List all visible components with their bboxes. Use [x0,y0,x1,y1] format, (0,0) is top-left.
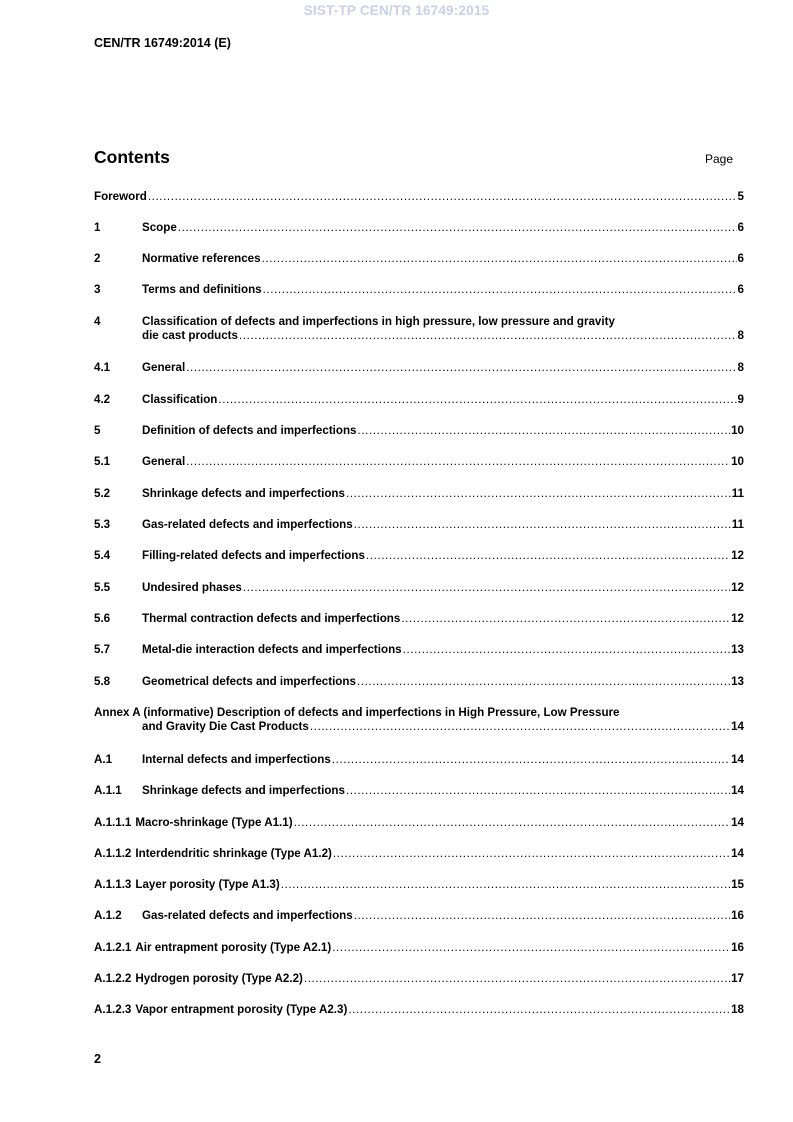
toc-entry-number: 4.2 [94,393,111,406]
toc-entry-title: Macro-shrinkage (Type A1.1) [135,816,293,829]
toc-dot-leader [186,455,730,469]
toc-dot-leader [243,581,730,595]
toc-entry-page: 15 [731,878,744,891]
toc-entry[interactable] [94,1003,744,1017]
toc-entry-page: 12 [731,581,744,594]
toc-entry[interactable] [94,612,744,626]
toc-entry[interactable] [94,252,744,266]
toc-entry-page: 14 [731,784,744,797]
toc-entry-title: Undesired phases [142,581,242,594]
toc-entry-page: 6 [737,283,744,296]
toc-entry[interactable] [94,190,744,204]
toc-entry[interactable] [94,816,744,830]
toc-entry-number: A.1 [94,753,113,766]
toc-dot-leader [178,221,737,235]
toc-entry-number: 5.4 [94,549,111,562]
toc-entry-title: Normative references [142,252,261,265]
toc-entry-title: Terms and definitions [142,283,262,296]
toc-entry-page: 17 [731,972,744,985]
toc-entry[interactable] [94,424,744,438]
toc-entry-page: 18 [731,1003,744,1016]
toc-entry-page: 11 [731,518,744,531]
toc-entry-number: 5.3 [94,518,111,531]
toc-entry-title: General [142,455,186,468]
toc-entry-number: 2 [94,252,101,265]
toc-entry-number: 3 [94,283,101,296]
toc-dot-leader [348,1003,730,1017]
toc-entry-number: A.1.1 [94,784,122,797]
toc-entry-number: 5 [94,424,101,437]
toc-entry-number: 5.1 [94,455,111,468]
toc-entry-number: A.1.1.1 [94,816,132,829]
toc-entry-title: Vapor entrapment porosity (Type A2.3) [135,1003,348,1016]
toc-dot-leader [148,190,737,204]
toc-entry-title: Internal defects and imperfections [142,753,331,766]
toc-entry-title-line1: Classification of defects and imperfections in high pressure, low pressure and gravity [142,315,615,328]
contents-heading: Contents [94,147,170,167]
toc-dot-leader [304,972,730,986]
toc-entry-title: Gas-related defects and imperfections [142,518,353,531]
toc-entry-number: 5.7 [94,643,111,656]
toc-entry-title: Classification [142,393,218,406]
toc-dot-leader [186,361,736,375]
toc-entry-number: 5.5 [94,581,111,594]
toc-entry[interactable] [94,518,744,532]
toc-dot-leader [401,612,730,626]
toc-entry-page: 9 [737,393,744,406]
toc-entry[interactable] [94,455,744,469]
toc-entry-title: Interdendritic shrinkage (Type A1.2) [135,847,332,860]
toc-entry-page: 5 [737,190,744,203]
toc-entry[interactable] [94,675,744,689]
toc-entry-title: Metal-die interaction defects and imperfections [142,643,402,656]
toc-entry-page: 10 [731,455,744,468]
toc-entry-page: 14 [731,720,744,733]
toc-entry-title: die cast products [142,329,238,342]
toc-entry[interactable] [94,581,744,595]
toc-entry-title: and Gravity Die Cast Products [142,720,309,733]
toc-entry-number: A.1.2 [94,909,122,922]
toc-dot-leader [354,909,730,923]
toc-dot-leader [310,720,730,734]
toc-dot-leader [354,518,731,532]
toc-entry-number: A.1.2.3 [94,1003,132,1016]
toc-entry-number: A.1.2.1 [94,941,132,954]
toc-dot-leader [358,424,731,438]
toc-dot-leader [403,643,730,657]
toc-entry-page: 8 [737,329,744,342]
page-number: 2 [94,1052,101,1066]
toc-entry-title-line1: Annex A (informative) Description of defects and imperfections in High Pressure, Low Pressure [94,706,620,719]
document-reference: CEN/TR 16749:2014 (E) [94,36,231,50]
toc-entry[interactable] [94,315,744,343]
toc-entry-title: Scope [142,221,177,234]
toc-dot-leader [346,784,730,798]
toc-entry-page: 12 [731,612,744,625]
toc-entry-page: 10 [731,424,744,437]
toc-entry-page: 14 [731,816,744,829]
toc-entry-page: 6 [737,252,744,265]
toc-entry[interactable] [94,941,744,955]
toc-dot-leader [366,549,730,563]
toc-entry-number: 4.1 [94,361,111,374]
toc-entry-number: A.1.1.3 [94,878,132,891]
toc-entry-number: A.1.2.2 [94,972,132,985]
toc-entry[interactable] [94,909,744,923]
toc-entry-page: 14 [731,753,744,766]
toc-entry-page: 16 [731,909,744,922]
watermark: SIST-TP CEN/TR 16749:2015 [303,3,490,18]
toc-entry-page: 6 [737,221,744,234]
toc-dot-leader [263,283,737,297]
toc-entry[interactable] [94,361,744,375]
toc-entry-number: 1 [94,221,101,234]
toc-entry-title: Geometrical defects and imperfections [142,675,356,688]
toc-entry-number: 5.2 [94,487,111,500]
toc-dot-leader [332,941,730,955]
toc-entry[interactable] [94,549,744,563]
toc-dot-leader [333,847,730,861]
toc-entry-number: 5.6 [94,612,111,625]
toc-entry[interactable] [94,784,744,798]
toc-entry-page: 12 [731,549,744,562]
toc-entry-title: Layer porosity (Type A1.3) [135,878,280,891]
toc-entry[interactable] [94,878,744,892]
toc-entry-page: 11 [731,487,744,500]
toc-entry[interactable] [94,972,744,986]
toc-dot-leader [294,816,731,830]
toc-entry[interactable] [94,393,744,407]
toc-entry[interactable] [94,283,744,297]
toc-entry[interactable] [94,753,744,767]
toc-entry[interactable] [94,706,744,734]
toc-dot-leader [239,329,737,343]
toc-entry-number: A.1.1.2 [94,847,132,860]
toc-entry-number: 5.8 [94,675,111,688]
toc-entry-title: Shrinkage defects and imperfections [142,784,345,797]
toc-entry-page: 14 [731,847,744,860]
toc-entry-title: Shrinkage defects and imperfections [142,487,345,500]
toc-entry[interactable] [94,643,744,657]
toc-entry-title: Gas-related defects and imperfections [142,909,353,922]
toc-entry-title: General [142,361,186,374]
toc-dot-leader [357,675,730,689]
toc-entry-page: 13 [731,643,744,656]
toc-dot-leader [218,393,736,407]
toc-entry[interactable] [94,487,744,501]
toc-entry-title: Foreword [94,190,147,203]
toc-dot-leader [262,252,737,266]
toc-entry[interactable] [94,221,744,235]
page-column-label: Page [705,152,734,166]
toc-entry-title: Thermal contraction defects and imperfections [142,612,401,625]
toc-dot-leader [332,753,730,767]
toc-entry-title: Filling-related defects and imperfections [142,549,365,562]
toc-entry-title: Air entrapment porosity (Type A2.1) [135,941,332,954]
toc-entry-page: 8 [737,361,744,374]
toc-entry-page: 13 [731,675,744,688]
toc-entry-number: 4 [94,315,101,328]
toc-entry[interactable] [94,847,744,861]
toc-entry-title: Definition of defects and imperfections [142,424,357,437]
toc-entry-title: Hydrogen porosity (Type A2.2) [135,972,303,985]
toc-dot-leader [281,878,730,892]
toc-entry-page: 16 [731,941,744,954]
toc-dot-leader [346,487,731,501]
